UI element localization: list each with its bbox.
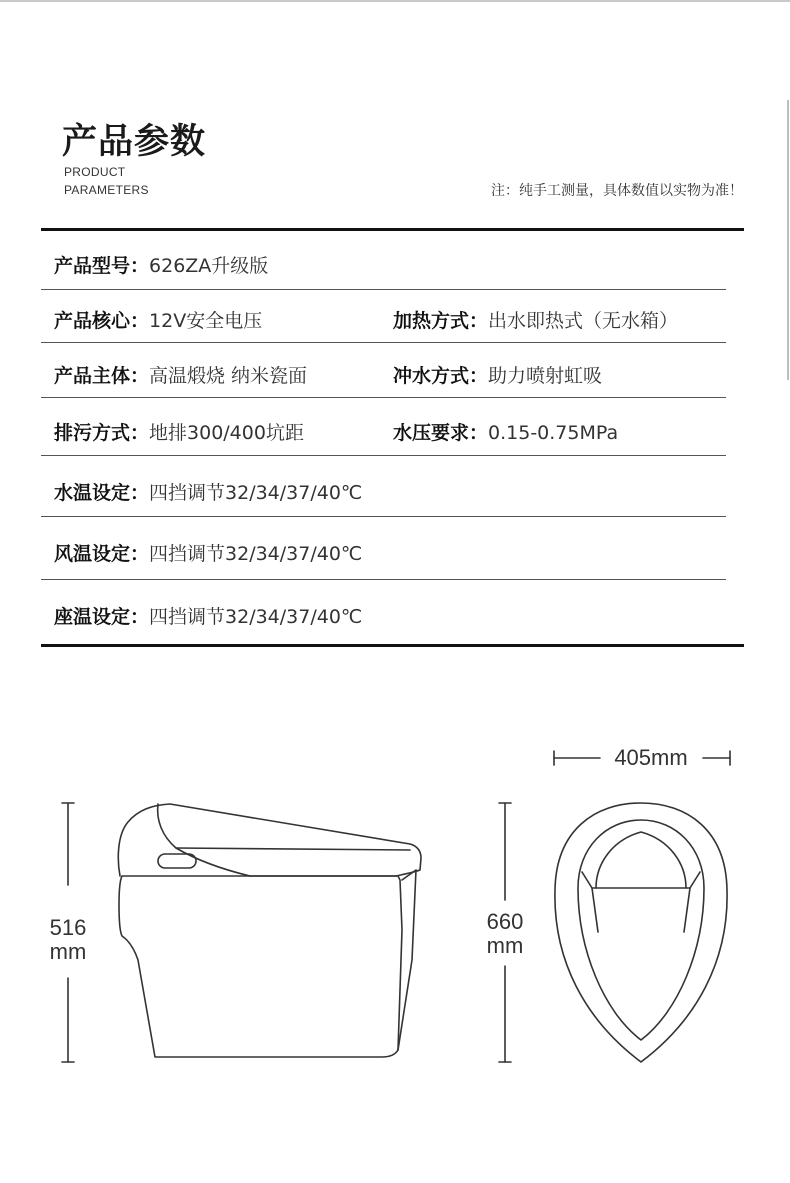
spec-value: 出水即热式（无水箱） xyxy=(488,310,679,332)
length-value: 660 xyxy=(486,909,524,934)
subtitle-line-2: PARAMETERS xyxy=(64,183,149,197)
height-value: 516 xyxy=(49,915,87,940)
spec-key: 产品核心： xyxy=(54,310,150,332)
spec-key: 排污方式： xyxy=(54,422,150,444)
spec-key: 座温设定： xyxy=(54,606,150,628)
spec-value: 四挡调节32/34/37/40℃ xyxy=(149,606,363,628)
length-unit: mm xyxy=(486,933,524,958)
spec-key: 产品型号： xyxy=(54,255,150,277)
spec-key: 产品主体： xyxy=(54,365,150,387)
spec-value: 12V安全电压 xyxy=(149,310,263,332)
spec-value: 四挡调节32/34/37/40℃ xyxy=(149,543,363,565)
top-view-toilet xyxy=(555,803,727,1062)
subtitle-line-1: PRODUCT xyxy=(64,165,126,179)
spec-key: 冲水方式： xyxy=(393,365,489,387)
spec-key: 加热方式： xyxy=(393,310,489,332)
spec-value: 626ZA升级版 xyxy=(149,255,269,277)
spec-key: 水压要求： xyxy=(393,422,489,444)
side-view-toilet xyxy=(118,804,421,1057)
spec-key: 水温设定： xyxy=(54,482,150,504)
spec-value: 助力喷射虹吸 xyxy=(488,365,603,387)
spec-value: 地排300/400坑距 xyxy=(149,422,304,444)
measurement-note: 注：纯手工测量，具体数值以实物为准！ xyxy=(491,183,743,199)
height-unit: mm xyxy=(49,939,87,964)
spec-value: 高温煅烧 纳米瓷面 xyxy=(149,365,308,387)
width-label: 405mm xyxy=(614,745,688,770)
spec-value: 四挡调节32/34/37/40℃ xyxy=(149,482,363,504)
spec-value: 0.15-0.75MPa xyxy=(488,422,619,444)
page-title: 产品参数 xyxy=(62,122,207,162)
spec-key: 风温设定： xyxy=(54,543,150,565)
